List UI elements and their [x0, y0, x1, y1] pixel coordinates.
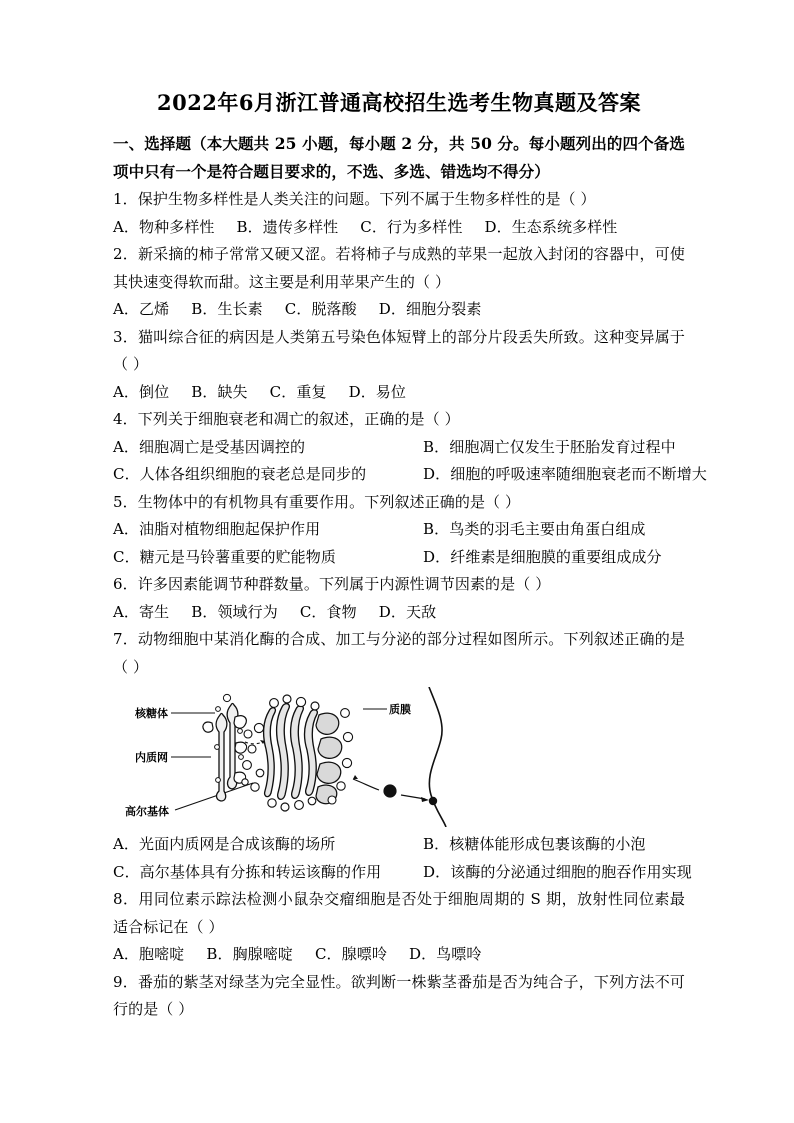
- option-1-c[interactable]: C．行为多样性: [360, 217, 463, 236]
- option-3-d[interactable]: D．易位: [348, 382, 406, 401]
- question-stem-7: 7．动物细胞中某消化酶的合成、加工与分泌的部分过程如图所示。下列叙述正确的是（ ）: [113, 630, 685, 676]
- figure-label-plasma-membrane: 质膜: [389, 703, 411, 716]
- option-2-a[interactable]: A．乙烯: [113, 300, 170, 318]
- option-7-a[interactable]: A．光面内质网是合成该酶的场所: [113, 835, 336, 853]
- question-stem-3: 3．猫叫综合征的病因是人类第五号染色体短臂上的部分片段丢失所致。这种变异属于（ ）: [113, 327, 685, 373]
- secretory-pathway-diagram: [113, 687, 685, 827]
- option-6-c[interactable]: C．食物: [299, 602, 357, 621]
- question-options-8: [113, 941, 685, 969]
- option-row: [113, 544, 685, 572]
- option-5-a[interactable]: A．油脂对植物细胞起保护作用: [113, 520, 321, 538]
- option-5-d[interactable]: D．纤维素是细胞膜的重要组成成分: [423, 547, 662, 566]
- option-1-a[interactable]: A．物种多样性: [113, 217, 215, 236]
- option-row: [113, 859, 692, 887]
- question-options-3: [113, 379, 685, 407]
- question-options-2: [113, 296, 685, 324]
- question-options-1: [113, 214, 685, 242]
- option-3-b[interactable]: B．缺失: [191, 382, 248, 401]
- section-heading: 一、选择题（本大题共 25 小题，每小题 2 分，共 50 分。每小题列出的四个备选项中只有一个是符合题目要求的，不选、多选、错选均不得分）: [113, 134, 685, 181]
- option-row: [113, 461, 707, 489]
- option-8-d[interactable]: D．鸟嘌呤: [408, 945, 482, 963]
- question-stem-8: 8．用同位素示踪法检测小鼠杂交瘤细胞是否处于细胞周期的 S 期，放射性同位素最适合标记在（ ）: [113, 890, 685, 936]
- page-title: 2022年6月浙江普通高校招生选考生物真题及答案: [156, 90, 642, 115]
- question-stem-9: 9．番茄的紫茎对绿茎为完全显性。欲判断一株紫茎番茄是否为纯合子，下列方法不可行的是（ ）: [113, 972, 685, 1018]
- option-5-c[interactable]: C．糖元是马铃薯重要的贮能物质: [113, 547, 336, 566]
- option-2-c[interactable]: C．脱落酸: [284, 300, 357, 318]
- option-3-c[interactable]: C．重复: [269, 382, 327, 401]
- figure-label-golgi: 高尔基体: [125, 805, 169, 818]
- option-8-a[interactable]: A．胞嘧啶: [113, 945, 185, 963]
- option-6-b[interactable]: B．领域行为: [191, 602, 278, 621]
- option-4-a[interactable]: A．细胞凋亡是受基因调控的: [113, 437, 306, 456]
- option-4-d[interactable]: D．细胞的呼吸速率随细胞衰老而不断增大: [423, 465, 707, 483]
- document-content: [113, 88, 707, 1024]
- question-options-5: [113, 516, 685, 571]
- option-7-b[interactable]: B．核糖体能形成包裹该酶的小泡: [423, 835, 646, 853]
- option-6-d[interactable]: D．天敌: [378, 602, 437, 621]
- question-options-4: [113, 434, 707, 489]
- option-2-d[interactable]: D．细胞分裂素: [378, 300, 482, 318]
- option-1-b[interactable]: B．遗传多样性: [236, 217, 339, 236]
- option-2-b[interactable]: B．生长素: [191, 300, 263, 318]
- option-8-b[interactable]: B．胸腺嘧啶: [206, 945, 293, 963]
- option-row: [113, 516, 685, 544]
- question-stem-1: 1．保护生物多样性是人类关注的问题。下列不属于生物多样性的是（ ）: [113, 190, 596, 208]
- option-3-a[interactable]: A．倒位: [113, 382, 170, 401]
- question-stem-2: 2．新采摘的柿子常常又硬又涩。若将柿子与成熟的苹果一起放入封闭的容器中，可使其快速变得软而甜。这主要是利用苹果产生的（ ）: [113, 245, 685, 291]
- figure-label-er: 内质网: [135, 751, 168, 764]
- option-6-a[interactable]: A．寄生: [113, 602, 170, 621]
- option-4-c[interactable]: C．人体各组织细胞的衰老总是同步的: [113, 465, 367, 483]
- option-row: [113, 831, 685, 859]
- option-7-d[interactable]: D．该酶的分泌通过细胞的胞吞作用实现: [423, 862, 692, 881]
- question-stem-6: 6．许多因素能调节种群数量。下列属于内源性调节因素的是（ ）: [113, 575, 551, 593]
- option-8-c[interactable]: C．腺嘌呤: [314, 945, 387, 963]
- option-5-b[interactable]: B．鸟类的羽毛主要由角蛋白组成: [423, 520, 646, 538]
- question-options-7: [113, 831, 692, 886]
- option-1-d[interactable]: D．生态系统多样性: [484, 217, 618, 236]
- question-stem-5: 5．生物体中的有机物具有重要作用。下列叙述正确的是（ ）: [113, 492, 521, 511]
- figure-label-ribosome: 核糖体: [135, 707, 168, 720]
- option-7-c[interactable]: C．高尔基体具有分拣和转运该酶的作用: [113, 862, 382, 881]
- option-4-b[interactable]: B．细胞凋亡仅发生于胚胎发育过程中: [423, 437, 676, 456]
- question-stem-4: 4．下列关于细胞衰老和凋亡的叙述，正确的是（ ）: [113, 410, 460, 428]
- option-row: [113, 434, 685, 462]
- question-options-6: [113, 599, 685, 627]
